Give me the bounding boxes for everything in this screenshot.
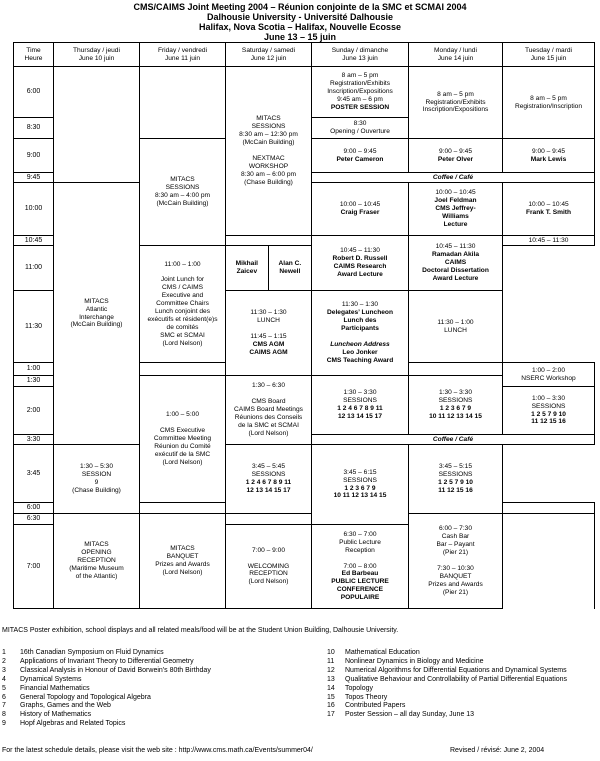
sunday-sessions-late: 3:45 – 5:45 SESSIONS 1 2 4 6 7 8 9 11 12 13 14 15 17 <box>226 445 312 514</box>
saturday-joint-lunch: 11:00 – 1:00 Joint Lunch for CMS / CAIMS Executive and Committee Chairs Lunch conjoint des exécutifs et résident(e)s de comités SMC et SCMAI (Lord Nelson) <box>140 246 226 363</box>
monday-feldman-lecture: 10:00 – 10:45 Joel Feldman CMS Jeffrey- Williams Lecture <box>409 183 503 236</box>
tuesday-1045-slot: 10:45 – 11:30 <box>503 236 595 246</box>
time-slot: 3:45 <box>14 445 54 503</box>
sunday-registration: 8 am – 5 pm Registration/Exhibits Inscription/Expositions 9:45 am – 6 pm POSTER SESSION <box>312 67 409 118</box>
legend-item: 17 Poster Session – all day Sunday, June 13 <box>327 711 475 719</box>
tuesday-sessions-afternoon: 1:00 – 3:30 SESSIONS 1 2 5 7 9 10 11 12 15 16 <box>503 387 595 435</box>
time-slot: 10:00 <box>14 183 54 236</box>
sunday-lunch-agm: 11:30 – 1:30 LUNCH 11:45 – 1:15 CMS AGM CAIMS AGM <box>226 291 312 376</box>
legend-item: 14 Topology <box>327 684 374 692</box>
col-header-saturday: Saturday / samedi June 12 juin <box>226 43 312 67</box>
monday-public-lecture: 6:30 – 7:00 Public Lecture Reception 7:00 – 8:00 Ed Barbeau PUBLIC LECTURE CONFERENCE POPULAIRE <box>312 525 409 609</box>
sunday-cameron-lecture: 9:00 – 9:45 Peter Cameron <box>312 139 409 173</box>
saturday-empty <box>226 514 312 525</box>
revised-date: Revised / révisé: June 2, 2004 <box>450 747 545 754</box>
saturday-session-9: 1:30 – 5:30 SESSION 9 (Chase Building) <box>54 445 140 514</box>
time-slot: 11:00 <box>14 246 54 291</box>
legend-item: 13 Qualitative Behaviour and Controllability of Partial Differential Equations <box>327 675 568 683</box>
thursday-empty <box>54 139 140 173</box>
time-slot: 9:45 <box>14 173 54 183</box>
col-header-sunday: Sunday / dimanche June 13 juin <box>312 43 409 67</box>
saturday-empty <box>409 363 503 376</box>
tuesday-zaicev-lecture: Mikhail Zaicev <box>226 246 268 290</box>
tuesday-sessions-late: 3:45 – 5:15 SESSIONS 1 2 5 7 9 10 11 12 15 16 <box>409 445 503 514</box>
monday-delegates-luncheon: 11:30 – 1:30 Delegates’ Luncheon Lunch des Participants Luncheon Address Leo Jonker CMS Teaching Award <box>312 291 409 376</box>
thursday-mitacs-reception: MITACS OPENING RECEPTION (Maritime Museum of the Atlantic) <box>54 514 140 609</box>
tuesday-newell-lecture: Alan C. Newell <box>278 260 302 275</box>
saturday-mitacs-sessions: MITACS SESSIONS 8:30 am – 12:30 pm (McCain Building) NEXTMAC WORKSHOP 8:30 am – 6:00 pm (Chase Building) <box>226 67 312 236</box>
legend-item: 3 Classical Analysis in Honour of David Borwein's 80th Birthday <box>2 666 211 674</box>
session-legend-left <box>2 649 211 729</box>
friday-cms-executive-meeting: 1:00 – 5:00 CMS Executive Committee Meeting Réunion du Comité exécutif de la SMC (Lord Nelson) <box>140 376 226 503</box>
header-dates: June 13 – 15 juin <box>263 32 337 42</box>
time-slot: 6:00 <box>14 67 54 118</box>
col-header-friday: Friday / vendredi June 11 juin <box>140 43 226 67</box>
header-university: Dalhousie University - Université Dalhousie <box>206 12 394 22</box>
legend-item: 11 Nonlinear Dynamics in Biology and Medicine <box>327 657 484 665</box>
schedule-table <box>13 42 595 609</box>
thursday-empty <box>54 173 140 183</box>
thursday-empty <box>54 118 140 139</box>
legend-item: 5 Financial Mathematics <box>2 684 90 692</box>
friday-empty <box>140 118 226 139</box>
time-slot: 7:00 <box>14 525 54 609</box>
header-location: Halifax, Nova Scotia – Halifax, Nouvelle Ecosse <box>198 22 402 32</box>
legend-item: 7 Graphs, Games and the Web <box>2 702 111 710</box>
sunday-sessions-afternoon: 1:30 – 3:30 SESSIONS 1 2 4 6 7 8 9 11 12 13 14 15 17 <box>312 376 409 435</box>
col-header-time: Time Heure <box>14 43 54 67</box>
time-slot: 11:30 <box>14 291 54 363</box>
time-slot: 9:00 <box>14 139 54 173</box>
monday-sessions-afternoon: 1:30 – 3:30 SESSIONS 1 2 3 6 7 9 10 11 12 13 14 15 <box>409 376 503 435</box>
friday-empty <box>140 363 226 376</box>
tuesday-parallel-lectures <box>226 246 312 291</box>
tuesday-empty <box>503 514 595 609</box>
thursday-empty <box>54 67 140 118</box>
tuesday-lewis-lecture: 9:00 – 9:45 Mark Lewis <box>503 139 595 173</box>
monday-olver-lecture: 9:00 – 9:45 Peter Olver <box>409 139 503 173</box>
col-header-tuesday: Tuesday / mardi June 15 juin <box>503 43 595 67</box>
legend-item: 1 16th Canadian Symposium on Fluid Dynamics <box>2 649 164 656</box>
monday-registration: 8 am – 5 pm Registration/Exhibits Inscription/Expositions <box>409 67 503 139</box>
col-header-monday: Monday / lundi June 14 juin <box>409 43 503 67</box>
thursday-empty <box>140 503 226 514</box>
time-slot: 6:30 <box>14 514 54 525</box>
time-slot: 3:30 <box>14 435 54 445</box>
legend-item: 6 General Topology and Topological Algebra <box>2 693 151 701</box>
legend-item: 9 Hopf Algebras and Related Topics <box>2 720 126 728</box>
time-slot: 2:00 <box>14 387 54 435</box>
saturday-empty <box>226 236 312 246</box>
legend-item: 15 Topos Theory <box>327 693 388 701</box>
coffee-break-afternoon: Coffee / Café <box>312 435 595 445</box>
session-legend-right <box>327 649 567 720</box>
poster-note: MITACS Poster exhibition, school displays and all related meals/food will be at the Student Union Building, Dalhousie University. <box>2 627 399 634</box>
legend-item: 10 Mathematical Education <box>327 649 420 656</box>
friday-mitacs-banquet: MITACS BANQUET Prizes and Awards (Lord Nelson) <box>140 514 226 609</box>
sunday-fraser-lecture: 10:00 – 10:45 Craig Fraser <box>312 183 409 236</box>
legend-item: 4 Dynamical Systems <box>2 675 82 683</box>
header-title: CMS/CAIMS Joint Meeting 2004 – Réunion conjointe de la SMC et SCMAI 2004 <box>133 2 467 12</box>
friday-empty <box>503 503 595 514</box>
saturday-board-meetings: 1:30 – 6:30 CMS Board CAIMS Board Meetings Réunions des Conseils de la SMC et SCMAI (Lord Nelson) <box>226 376 312 445</box>
legend-item: 12 Numerical Algorithms for Differential Equations and Dynamical Systems <box>327 666 567 674</box>
thursday-mitacs-interchange: MITACS Atlantic Interchange (McCain Building) <box>54 183 140 445</box>
tuesday-nserc-workshop: 1:00 – 2:00 NSERC Workshop <box>503 363 595 387</box>
sunday-russell-lecture: 10:45 – 11:30 Robert D. Russell CAIMS Research Award Lecture <box>312 236 409 291</box>
monday-akila-lecture: 10:45 – 11:30 Ramadan Akila CAIMS Doctoral Dissertation Award Lecture <box>409 236 503 291</box>
legend-item: 16 Contributed Papers <box>327 702 406 710</box>
time-slot: 1:00 <box>14 363 54 376</box>
saturday-welcoming-reception: 7:00 – 9:00 WELCOMING RECEPTION (Lord Nelson) <box>226 525 312 609</box>
legend-item: 8 History of Mathematics <box>2 711 92 719</box>
col-header-thursday: Thursday / jeudi June 10 juin <box>54 43 140 67</box>
friday-empty <box>140 67 226 118</box>
time-slot: 8:30 <box>14 118 54 139</box>
friday-mitacs-sessions: MITACS SESSIONS 8:30 am – 4:00 pm (McCain Building) <box>140 139 226 246</box>
tuesday-registration: 8 am – 5 pm Registration/Inscription <box>503 67 595 139</box>
website-note: For the latest schedule details, please visit the web site : http://www.cms.math.ca/Events/summer04/ <box>2 747 313 754</box>
legend-item: 2 Applications of Invariant Theory to Differential Geometry <box>2 657 194 665</box>
coffee-break-morning: Coffee / Café <box>312 173 595 183</box>
schedule-header <box>0 2 600 42</box>
time-slot: 6:00 <box>14 503 54 514</box>
sunday-cash-bar-banquet: 6:00 – 7:30 Cash Bar Bar – Payant (Pier 21) 7:30 – 10:30 BANQUET Prizes and Awards (Pier 21) <box>409 514 503 609</box>
tuesday-smith-lecture: 10:00 – 10:45 Frank T. Smith <box>503 183 595 236</box>
tuesday-lunch: 11:30 – 1:00 LUNCH <box>409 291 503 363</box>
monday-sessions-late: 3:45 – 6:15 SESSIONS 1 2 3 6 7 9 10 11 12 13 14 15 <box>312 445 409 525</box>
time-slot: 1:30 <box>14 376 54 387</box>
sunday-opening: 8:30 Opening / Ouverture <box>312 118 409 139</box>
time-slot: 10:45 <box>14 236 54 246</box>
